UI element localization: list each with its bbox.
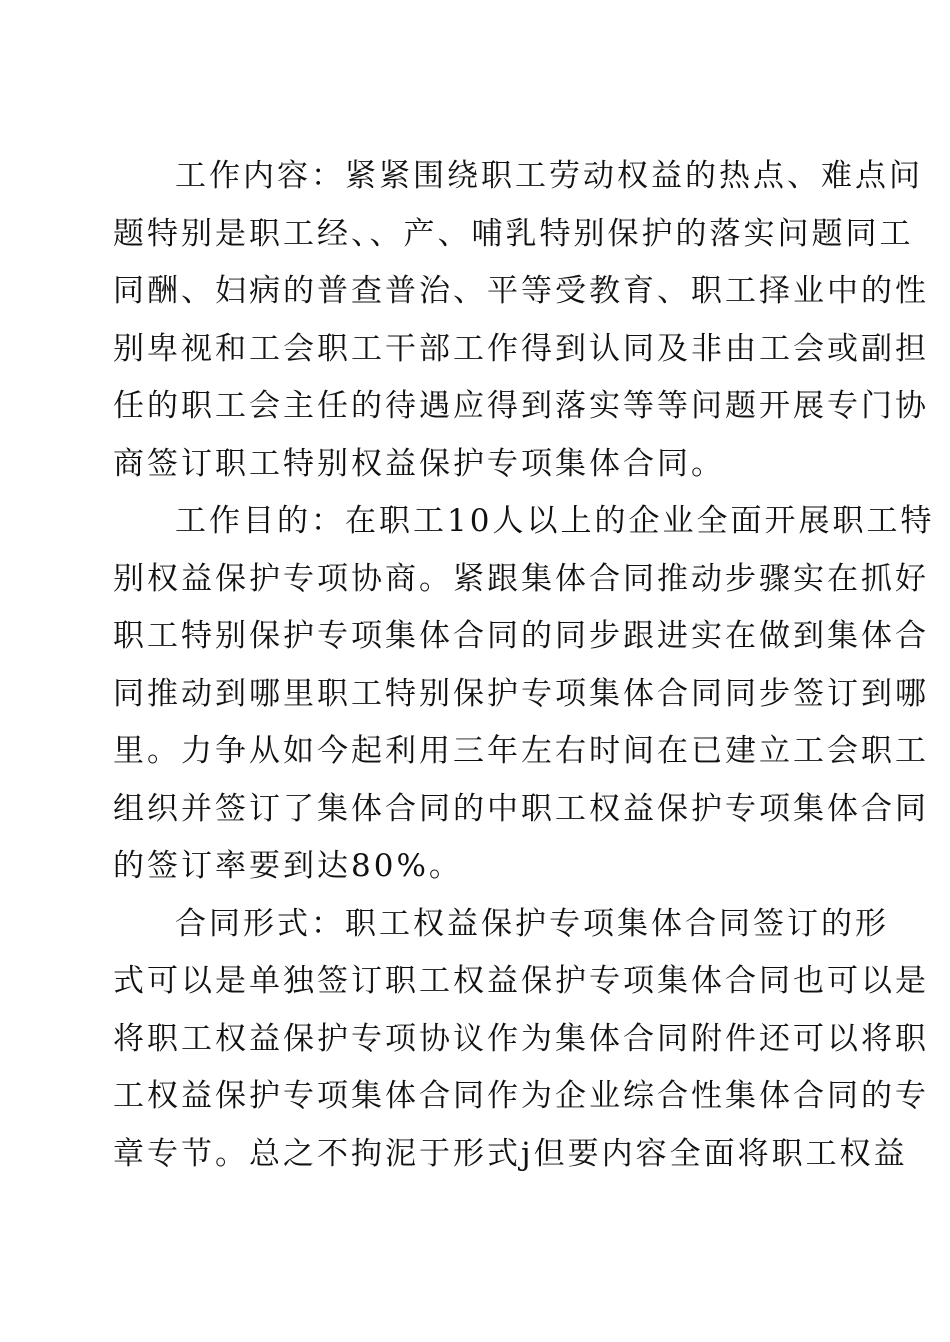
text-line: 题特别是职工经、、产、哺乳特别保护的落实问题同工: [113, 215, 914, 252]
text-line: 别卑视和工会职工干部工作得到认同及非由工会或副担: [113, 330, 929, 367]
paragraph-work-goal: [113, 493, 935, 896]
text-line: 同酬、妇病的普查普治、平等受教育、职工择业中的性: [113, 273, 929, 309]
text-line: 将职工权益保护专项协议作为集体合同附件还可以将职: [113, 1020, 929, 1057]
text-line: 职工特别保护专项集体合同的同步跟进实在做到集体合: [113, 618, 929, 654]
text-line: 的签订率要到达80%。: [113, 848, 463, 884]
text-line: 工作目的：在职工10人以上的企业全面开展职工特: [175, 503, 935, 539]
text-line: 工作内容：紧紧围绕职工劳动权益的热点、难点问: [175, 158, 923, 194]
text-line: 章专节。总之不拘泥于形式j但要内容全面将职工权益: [113, 1135, 908, 1172]
document-body: [113, 148, 935, 1183]
text-line: 别权益保护专项协商。紧跟集体合同推动步骤实在抓好: [113, 560, 929, 597]
paragraph-work-content: [113, 148, 929, 493]
text-line: 式可以是单独签订职工权益保护专项集体合同也可以是: [113, 963, 929, 999]
text-line: 商签订职工特别权益保护专项集体合同。: [113, 445, 725, 482]
text-line: 组织并签订了集体合同的中职工权益保护专项集体合同: [113, 790, 929, 827]
text-line: 工权益保护专项集体合同作为企业综合性集体合同的专: [113, 1078, 929, 1114]
text-line: 任的职工会主任的待遇应得到落实等等问题开展专门协: [113, 388, 929, 424]
text-line: 里。力争从如今起利用三年左右时间在已建立工会职工: [113, 733, 929, 769]
text-line: 合同形式：职工权益保护专项集体合同签订的形: [175, 905, 889, 942]
text-line: 同推动到哪里职工特别保护专项集体合同同步签订到哪: [113, 675, 929, 712]
paragraph-contract-form: [113, 896, 929, 1184]
